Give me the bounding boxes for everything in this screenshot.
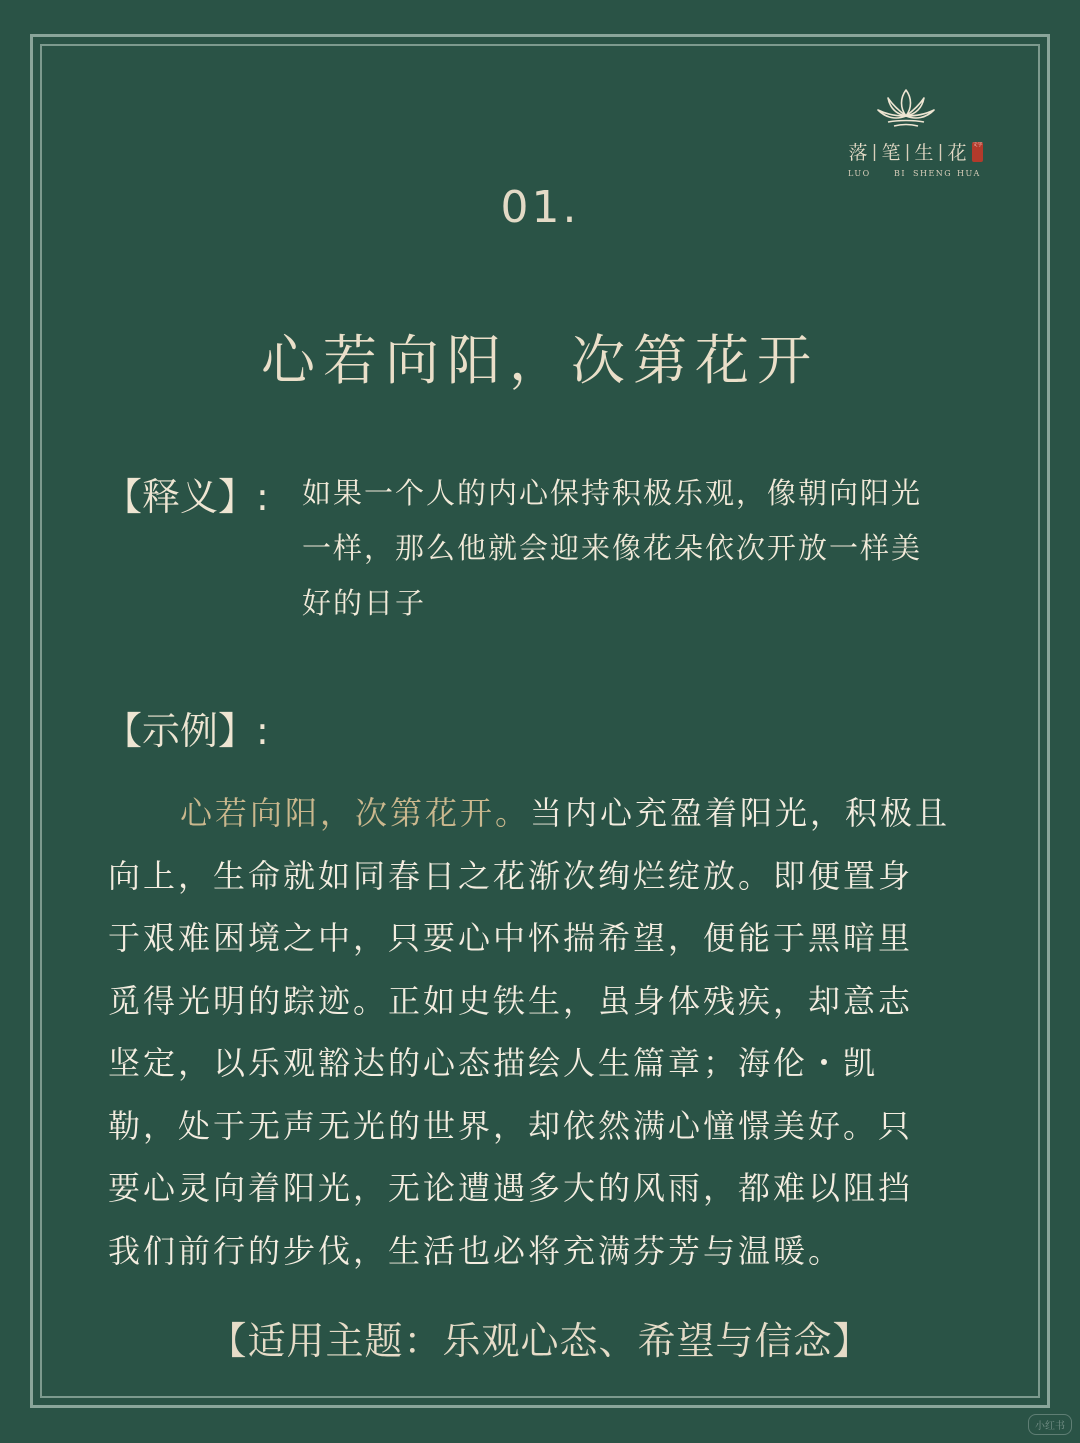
meaning-text (302, 466, 972, 631)
example-line: 坚定，以乐观豁达的心态描绘人生篇章；海伦・凯 (108, 1044, 879, 1082)
page-title: 心若向阳，次第花开 (261, 329, 819, 392)
logo-seal-stamp: 文学 (972, 142, 983, 162)
example-text (108, 782, 1008, 1282)
applicable-theme: 【适用主题：乐观心态、希望与信念】 (208, 1319, 872, 1363)
example-line: 觅得光明的踪迹。正如史铁生，虽身体残疾，却意志 (108, 981, 914, 1020)
example-line: 我们前行的步伐，生活也必将充满芬芳与温暖。 (108, 1231, 844, 1270)
example-label: 【示例】: (104, 709, 269, 753)
meaning-label: 【释义】: (104, 475, 269, 519)
logo-pinyin-syllable: LUO (848, 169, 871, 178)
meaning-line: 一样，那么他就会迎来像花朵依次开放一样美 (302, 531, 923, 565)
logo-char: 花 (947, 142, 967, 164)
logo-char: 落 (848, 142, 868, 164)
logo-char: 生 (914, 142, 934, 164)
logo-divider: | (871, 141, 878, 162)
logo-divider: | (937, 141, 944, 162)
example-first-line (108, 782, 1008, 845)
logo-divider: | (904, 141, 911, 162)
logo-wordmark (846, 138, 996, 165)
example-line: 向上，生命就如同春日之花渐次绚烂绽放。即便置身 (108, 856, 914, 895)
lotus-icon (874, 86, 938, 130)
example-highlight: 心若向阳，次第花开。 (180, 794, 531, 832)
logo-pinyin-syllable: BI (894, 169, 907, 178)
example-line: 要心灵向着阳光，无论遭遇多大的风雨，都难以阻挡 (108, 1169, 914, 1207)
example-first-line-rest: 当内心充盈着阳光，积极且 (530, 794, 951, 832)
logo-pinyin (848, 169, 998, 178)
logo-char: 笔 (881, 142, 901, 164)
brand-logo (840, 86, 990, 186)
example-line: 勒，处于无声无光的世界，却依然满心憧憬美好。只 (108, 1106, 914, 1145)
meaning-line: 如果一个人的内心保持积极乐观，像朝向阳光 (302, 476, 923, 510)
watermark: 小红书 (1028, 1414, 1072, 1435)
example-line: 于艰难困境之中，只要心中怀揣希望，便能于黑暗里 (108, 919, 914, 957)
meaning-line: 好的日子 (302, 586, 427, 620)
logo-pinyin-syllable: HUA (957, 169, 981, 178)
entry-number: 01. (500, 182, 580, 233)
logo-pinyin-syllable: SHENG (913, 169, 953, 178)
